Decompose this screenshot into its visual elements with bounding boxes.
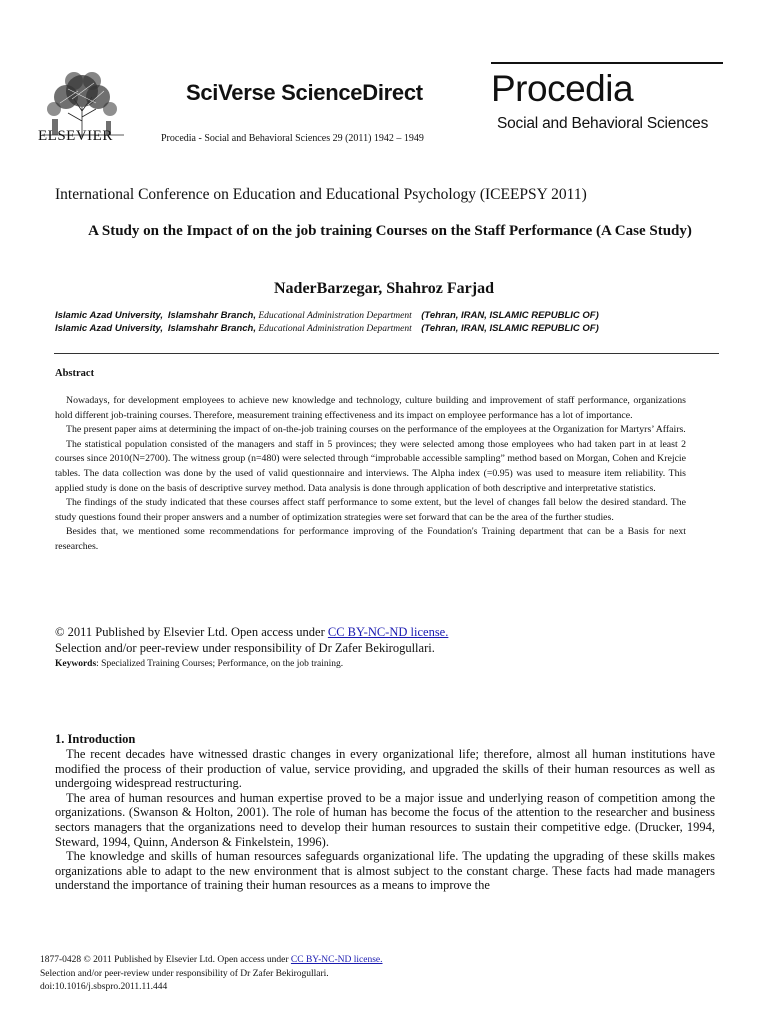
footer-review: Selection and/or peer-review under responsibility of Dr Zafer Bekirogullari. xyxy=(40,968,329,979)
footer-license-link[interactable]: CC BY-NC-ND license. xyxy=(290,955,383,965)
journal-citation: Procedia - Social and Behavioral Sciences 29 (2011) 1942 – 1949 xyxy=(161,133,424,144)
abstract-heading: Abstract xyxy=(55,368,95,379)
affiliation xyxy=(55,323,599,334)
license-link[interactable]: CC BY-NC-ND license. xyxy=(327,625,449,639)
footer-issn: 1877-0428 © 2011 Published by Elsevier Ltd. xyxy=(40,955,218,965)
journal-logo-subtitle: Social and Behavioral Sciences xyxy=(497,115,709,132)
section-divider xyxy=(54,353,719,354)
keywords-text: : Specialized Training Courses; Performance, on the job training. xyxy=(96,659,344,669)
conference-name: International Conference on Education and Educational Psychology (ICEEPSY 2011) xyxy=(55,186,587,203)
affiliation-location: (Tehran, IRAN, ISLAMIC REPUBLIC OF) xyxy=(421,323,599,334)
paper-title: A Study on the Impact of on the job training Courses on the Staff Performance (A Case Study) xyxy=(88,223,692,239)
journal-logo: Procedia xyxy=(491,68,634,109)
affiliation-university: Islamic Azad University, xyxy=(55,310,164,321)
keywords-label: Keywords xyxy=(55,659,97,669)
affiliation-department: Educational Administration Department xyxy=(258,311,412,321)
introduction-body xyxy=(55,747,715,893)
copyright-notice xyxy=(55,625,448,640)
keywords xyxy=(55,659,343,669)
affiliation-location: (Tehran, IRAN, ISLAMIC REPUBLIC OF) xyxy=(421,310,599,321)
authors: NaderBarzegar, Shahroz Farjad xyxy=(274,280,494,297)
abstract-paragraph: Nowadays, for development employees to achieve new knowledge and technology, culture building and improvement of staff performance, organizations hold different job-training courses. Therefore, measurement training effectiveness and its impact on employee performance has a lot of importance. xyxy=(55,395,686,421)
procedia-rule xyxy=(491,62,723,64)
affiliation-university: Islamic Azad University, xyxy=(55,323,164,334)
section-heading-introduction: 1. Introduction xyxy=(55,732,136,746)
copyright-text: © 2011 Published by Elsevier Ltd. Open access under xyxy=(55,625,328,639)
publisher-name: ELSEVIER xyxy=(38,128,113,144)
page-footer xyxy=(40,954,383,995)
affiliation-department: Educational Administration Department xyxy=(258,324,412,334)
affiliation-branch: Islamshahr Branch, xyxy=(167,323,256,334)
body-paragraph: The knowledge and skills of human resources safeguards organizational life. The updating the upgrading of these skills makes organizations able to adapt to the new environment that is almost subject to the constant charge. These facts had made managers understand the importance of training their human resources as a means to improve the xyxy=(55,849,715,893)
abstract-paragraph: The findings of the study indicated that these courses affect staff performance to some extent, but the level of changes fall below the desired standard. The study questions found their proper answers and a number of optimization strategies were set forward that can be the area of the further studies. xyxy=(55,497,686,523)
footer-line-issn xyxy=(40,954,383,968)
platform-logo: SciVerse ScienceDirect xyxy=(186,80,423,105)
body-paragraph: The recent decades have witnessed drastic changes in every organizational life; therefore, almost all human institutions have modified the process of their production of value, service providing, and upgraded the skills of their human resources as well as undergoing widespread restructuring. xyxy=(55,747,715,791)
abstract-paragraph: Besides that, we mentioned some recommendations for performance improving of the Foundation's Training department that can be a Basis for next researches. xyxy=(55,526,686,552)
affiliation-branch: Islamshahr Branch, xyxy=(167,310,256,321)
abstract-paragraph: The statistical population consisted of the managers and staff in 5 provinces; they were selected among those employees who had taken part in at least 2 courses since 2010(N=2700). The witness group (n=480) were selected through “improbable accessible sampling” method based on Morgan, Cohen and Krejcie tables. The data collection was done by the used of valid questionnaire and interviews. The Alpha index (=0.95) was used to measure item reliability. This applied study is done on the basis of descriptive survey method. Data analysis is done through application of both descriptive and interpretative statistics. xyxy=(55,438,686,494)
footer-doi: doi:10.1016/j.sbspro.2011.11.444 xyxy=(40,982,168,992)
affiliation xyxy=(55,310,599,321)
footer-open-access: Open access under xyxy=(217,955,291,965)
abstract-body xyxy=(55,394,686,555)
body-paragraph: The area of human resources and human expertise proved to be a major issue and underlying reason of competition among the organizations. (Swanson & Holton, 2001). The role of human has become the focus of the attention to the researcher and business sectors managers that the organizations need to develop their human resources to sustain their competitive edge. (Drucker, 1994, Steward, 1994, Quinn, Anderson & Finkelstein, 1996). xyxy=(55,790,715,849)
peer-review-notice: Selection and/or peer-review under responsibility of Dr Zafer Bekirogullari. xyxy=(55,641,435,655)
abstract-paragraph: The present paper aims at determining the impact of on-the-job training courses on the performance of the employees at the Organization for Martyrs’ Affairs. xyxy=(66,424,686,436)
